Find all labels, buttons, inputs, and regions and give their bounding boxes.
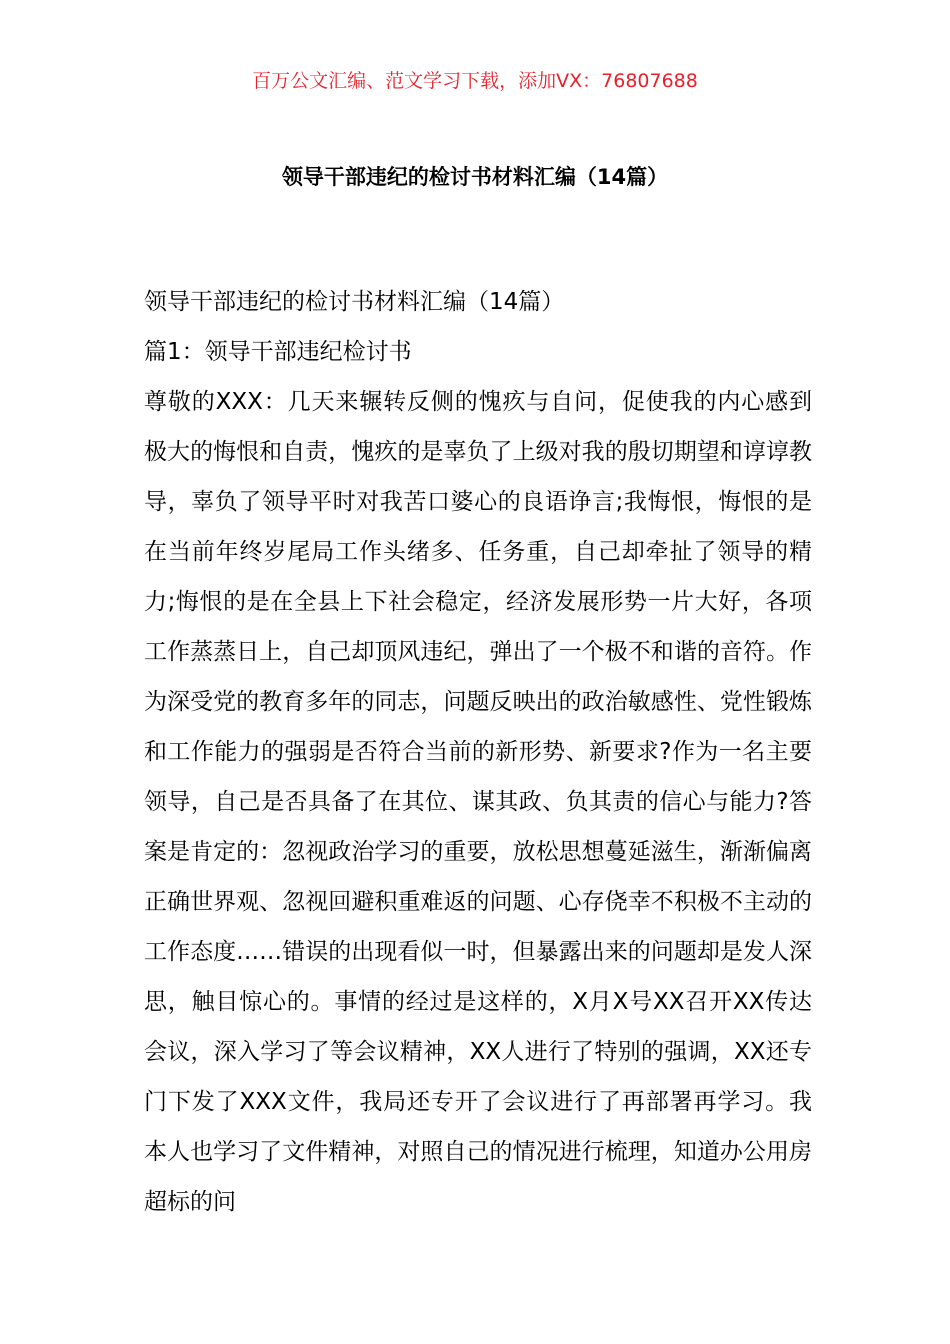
section-heading: 篇1：领导干部违纪检讨书 — [144, 339, 412, 365]
body-paragraph: 尊敬的XXX：几天来辗转反侧的愧疚与自问，促使我的内心感到极大的悔恨和自责，愧疚的是辜负了上级对我的殷切期望和谆谆教导，辜负了领导平时对我苦口婆心的良语诤言;我悔恨，悔恨的是在当前年终岁尾局工作头绪多、任务重，自己却牵扯了领导的精力;悔恨的是在全县上下社会稳定，经济发展形势一片大好，各项工作蒸蒸日上，自己却顶风违纪，弹出了一个极不和谐的音符。作为深受党的教育多年的同志，问题反映出的政治敏感性、党性锻炼和工作能力的强弱是否符合当前的新形势、新要求?作为一名主要领导，自己是否具备了在其位、谋其政、负其责的信心与能力?答案是肯定的：忽视政治学习的重要，放松思想蔓延滋生，渐渐偏离正确世界观、忽视回避积重难返的问题、心存侥幸不积极不主动的工作态度……错误的出现看似一时，但暴露出来的问题却是发人深思，触目惊心的。事情的经过是这样的，X月X号XX召开XX传达会议，深入学习了等会议精神，XX人进行了特别的强调，XX还专门下发了XXX文件，我局还专开了会议进行了再部署再学习。我本人也学习了文件精神，对照自己的情况进行梳理，知道办公用房超标的问 — [144, 389, 812, 1215]
document-title: 领导干部违纪的检讨书材料汇编（14篇） — [281, 165, 669, 189]
document-subtitle: 领导干部违纪的检讨书材料汇编（14篇） — [144, 289, 565, 315]
document-body — [144, 277, 812, 1227]
header-banner: 百万公文汇编、范文学习下载，添加VX：76807688 — [252, 70, 698, 92]
